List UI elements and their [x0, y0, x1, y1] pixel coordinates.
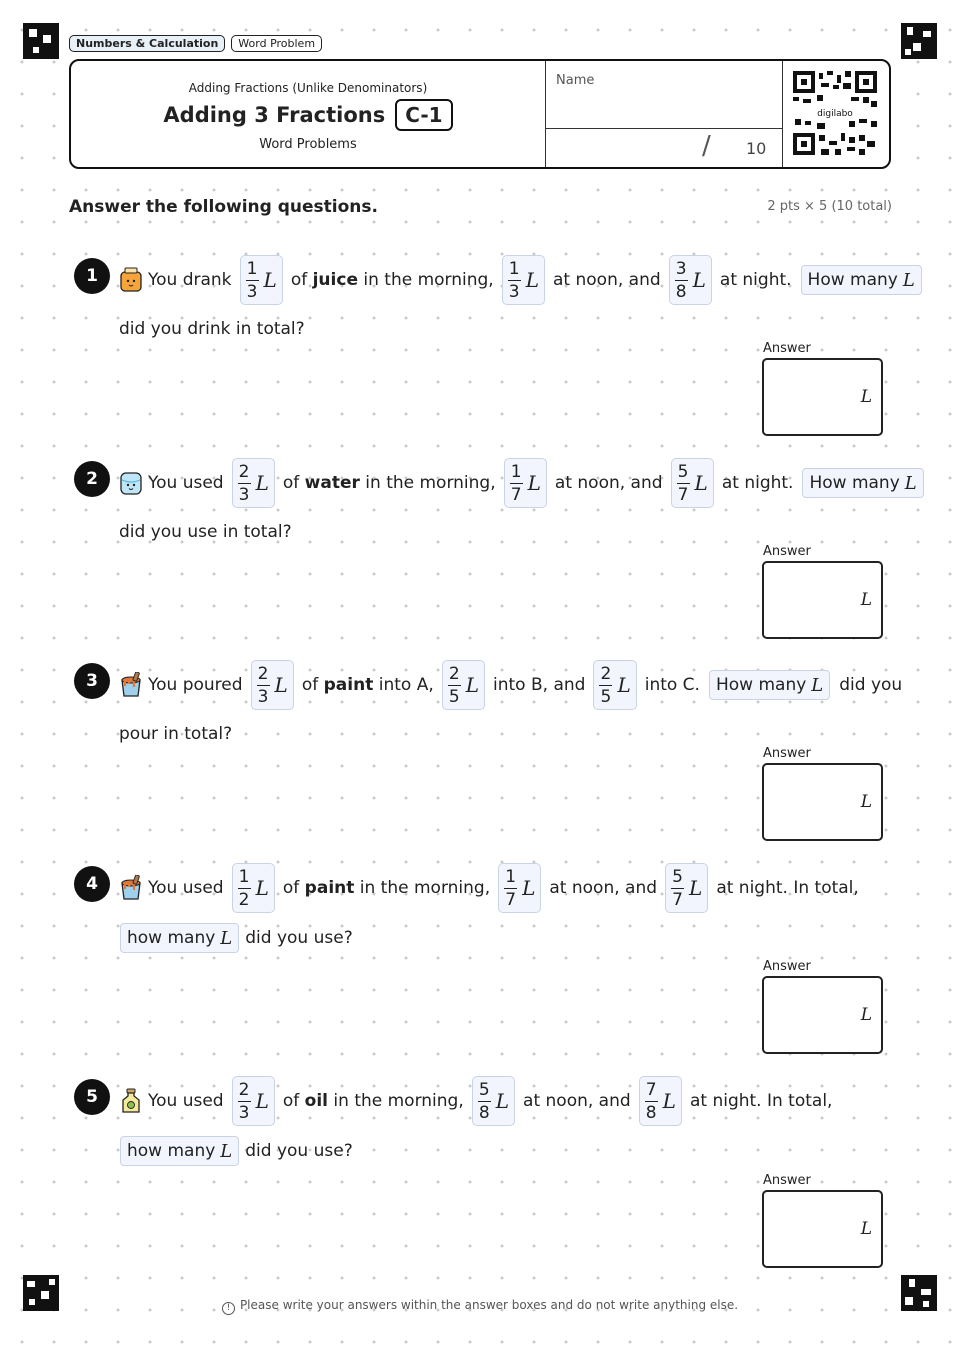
fraction-numerator: 1 — [508, 258, 520, 279]
answer-label: Answer — [763, 341, 811, 356]
answer-box[interactable] — [762, 561, 883, 639]
unit-liter: L — [220, 1140, 233, 1162]
answer-label: Answer — [763, 544, 811, 559]
unit-liter: L — [689, 876, 703, 900]
footer-text: Please write your answers within the answer boxes and do not write anything else. — [239, 1298, 739, 1312]
fraction-denominator: 3 — [238, 484, 250, 505]
problem-text-segment: did you — [839, 675, 903, 695]
answer-unit: L — [860, 1005, 872, 1025]
points-info: 2 pts × 5 (10 total) — [767, 199, 892, 214]
answer-box[interactable] — [762, 763, 883, 841]
fraction-denominator: 7 — [510, 484, 522, 505]
problem-text-segment: of paint into A, — [301, 675, 434, 695]
fraction-denominator: 3 — [508, 281, 520, 302]
answer-unit: L — [860, 387, 872, 407]
answer-label: Answer — [763, 746, 811, 761]
unit-liter: L — [274, 673, 288, 697]
problem-text-segment: at night. — [719, 270, 792, 290]
fraction-amount-1 — [240, 255, 283, 305]
fraction-amount-1 — [232, 1076, 275, 1126]
score-total: 10 — [746, 139, 767, 158]
problem-text-segment: at night. — [721, 473, 794, 493]
problem-text-segment: at noon, and — [554, 473, 663, 493]
fraction-denominator: 5 — [600, 686, 612, 707]
problem-keyword: paint — [323, 675, 374, 695]
problem-keyword: water — [304, 473, 360, 493]
unit-liter: L — [527, 471, 541, 495]
fraction-numerator: 2 — [238, 461, 250, 482]
problem-text-segment: into C. — [644, 675, 700, 695]
fraction-numerator: 2 — [238, 1079, 250, 1100]
fraction-amount-3 — [671, 458, 714, 508]
paint-icon — [119, 672, 143, 698]
problem-text-question: pour in total? — [119, 724, 233, 744]
problem-text-line-2 — [119, 921, 353, 955]
question-highlight: How many L — [709, 670, 830, 700]
fraction-amount-1 — [251, 660, 294, 710]
fraction-amount-3 — [669, 255, 712, 305]
problem-text-line-1 — [119, 1073, 835, 1129]
registration-marker-top-left — [23, 23, 59, 59]
fraction-denominator: 8 — [645, 1102, 657, 1123]
fraction-numerator: 2 — [600, 663, 612, 684]
fraction-amount-2 — [442, 660, 485, 710]
problem-text-intro: You used — [148, 473, 224, 493]
problem-text-question: did you use? — [245, 1141, 353, 1161]
unit-liter: L — [617, 673, 631, 697]
worksheet-header — [69, 59, 891, 169]
unit-liter: L — [255, 1089, 269, 1113]
problem-text-segment: of juice in the morning, — [290, 270, 494, 290]
fraction-denominator: 5 — [448, 686, 460, 707]
question-highlight: How many L — [802, 468, 923, 498]
header-title-section — [71, 61, 545, 167]
unit-liter: L — [694, 471, 708, 495]
answer-box[interactable] — [762, 976, 883, 1054]
problem-text-intro: You drank — [148, 270, 232, 290]
worksheet-title: Adding 3 Fractions — [163, 103, 386, 127]
fraction-amount-2 — [472, 1076, 515, 1126]
unit-liter: L — [465, 673, 480, 697]
fraction-numerator: 7 — [645, 1079, 657, 1100]
answer-label: Answer — [763, 959, 811, 974]
problem-number: 4 — [74, 866, 110, 902]
footer-note — [0, 1298, 960, 1315]
fraction-numerator: 2 — [448, 663, 460, 684]
problem-text-segment: into B, and — [493, 675, 586, 695]
unit-liter: L — [811, 674, 824, 696]
unit-liter: L — [692, 268, 706, 292]
fraction-numerator: 5 — [672, 866, 683, 887]
problem-text-line-2 — [119, 515, 292, 549]
qr-code-icon — [793, 71, 877, 155]
fraction-numerator: 2 — [257, 663, 269, 684]
problem-text-segment: at noon, and — [553, 270, 661, 290]
question-highlight: how many L — [120, 923, 239, 953]
fraction-denominator: 3 — [246, 281, 258, 302]
score-field[interactable] — [546, 128, 782, 168]
problem-text-line-2 — [119, 1134, 353, 1168]
worksheet-title-row — [71, 99, 545, 131]
fraction-numerator: 5 — [677, 461, 689, 482]
fraction-denominator: 2 — [238, 889, 250, 910]
registration-marker-top-right — [901, 23, 937, 59]
fraction-amount-1 — [232, 863, 275, 913]
problem-number: 2 — [74, 461, 110, 497]
fraction-denominator: 7 — [505, 889, 517, 910]
problem-text-segment: at noon, and — [549, 878, 658, 898]
name-label: Name — [556, 73, 595, 88]
worksheet-level-code: C-1 — [395, 99, 452, 131]
unit-liter: L — [220, 927, 233, 949]
answer-unit: L — [860, 1219, 872, 1239]
unit-liter: L — [255, 876, 269, 900]
qr-code-label: digilabo — [817, 109, 853, 119]
fraction-denominator: 7 — [677, 484, 689, 505]
problem-text-segment: at night. In total, — [716, 878, 859, 898]
problem-text-line-2 — [119, 717, 232, 751]
problem-text-line-1 — [119, 455, 930, 511]
unit-liter: L — [495, 1089, 510, 1113]
problem-keyword: juice — [312, 270, 358, 290]
fraction-denominator: 3 — [238, 1102, 250, 1123]
problem-text-question: did you use? — [245, 928, 353, 948]
category-tags — [69, 35, 322, 52]
problem-number: 1 — [74, 258, 110, 294]
instructions-heading: Answer the following questions. — [69, 197, 378, 217]
unit-liter: L — [904, 472, 917, 494]
juice-icon — [119, 267, 143, 293]
tag-word-problem: Word Problem — [231, 35, 322, 52]
fraction-denominator: 8 — [675, 281, 687, 302]
answer-unit: L — [860, 590, 872, 610]
unit-liter: L — [255, 471, 269, 495]
problem-text-intro: You used — [148, 1091, 224, 1111]
fraction-amount-1 — [232, 458, 275, 508]
worksheet-caption: Word Problems — [259, 137, 357, 152]
info-icon: ! — [222, 1302, 235, 1315]
question-highlight: how many L — [120, 1136, 239, 1166]
fraction-numerator: 5 — [478, 1079, 490, 1100]
problem-text-line-1 — [119, 860, 862, 916]
problem-text-line-2 — [119, 312, 305, 346]
problem-text-question: did you use in total? — [119, 522, 292, 542]
fraction-numerator: 3 — [675, 258, 687, 279]
fraction-numerator: 1 — [505, 866, 517, 887]
problem-text-intro: You used — [148, 878, 224, 898]
problem-keyword: paint — [304, 878, 355, 898]
problem-text-line-1 — [119, 657, 905, 713]
fraction-amount-2 — [504, 458, 547, 508]
fraction-amount-2 — [498, 863, 541, 913]
unit-liter: L — [525, 268, 539, 292]
unit-liter: L — [902, 269, 915, 291]
tag-numbers-calculation: Numbers & Calculation — [69, 35, 225, 52]
problem-text-question: did you drink in total? — [119, 319, 305, 339]
name-score-section — [545, 61, 783, 167]
unit-liter: L — [522, 876, 536, 900]
problem-text-line-1 — [119, 252, 928, 308]
answer-box[interactable] — [762, 1190, 883, 1268]
oil-icon — [119, 1088, 143, 1114]
problem-text-segment: at noon, and — [523, 1091, 631, 1111]
problem-text-segment: of water in the morning, — [282, 473, 496, 493]
unit-liter: L — [662, 1089, 676, 1113]
fraction-numerator: 1 — [238, 866, 250, 887]
fraction-amount-3 — [639, 1076, 682, 1126]
answer-box[interactable] — [762, 358, 883, 436]
fraction-amount-2 — [502, 255, 545, 305]
water-icon — [119, 470, 143, 496]
problem-number: 5 — [74, 1079, 110, 1115]
score-slash: / — [702, 131, 711, 161]
problem-keyword: oil — [304, 1091, 329, 1111]
problem-text-segment: of paint in the morning, — [282, 878, 491, 898]
problem-text-segment: of oil in the morning, — [282, 1091, 464, 1111]
fraction-denominator: 8 — [478, 1102, 490, 1123]
fraction-amount-3 — [665, 863, 708, 913]
fraction-numerator: 1 — [510, 461, 522, 482]
answer-unit: L — [860, 792, 872, 812]
paint-icon — [119, 875, 143, 901]
problem-text-segment: at night. In total, — [689, 1091, 833, 1111]
fraction-amount-3 — [593, 660, 636, 710]
answer-label: Answer — [763, 1173, 811, 1188]
problem-number: 3 — [74, 663, 110, 699]
fraction-denominator: 7 — [672, 889, 683, 910]
worksheet-subtitle: Adding Fractions (Unlike Denominators) — [188, 81, 428, 95]
problem-text-intro: You poured — [148, 675, 243, 695]
unit-liter: L — [263, 268, 277, 292]
fraction-numerator: 1 — [246, 258, 258, 279]
fraction-denominator: 3 — [257, 686, 269, 707]
question-highlight: How many L — [801, 265, 922, 295]
